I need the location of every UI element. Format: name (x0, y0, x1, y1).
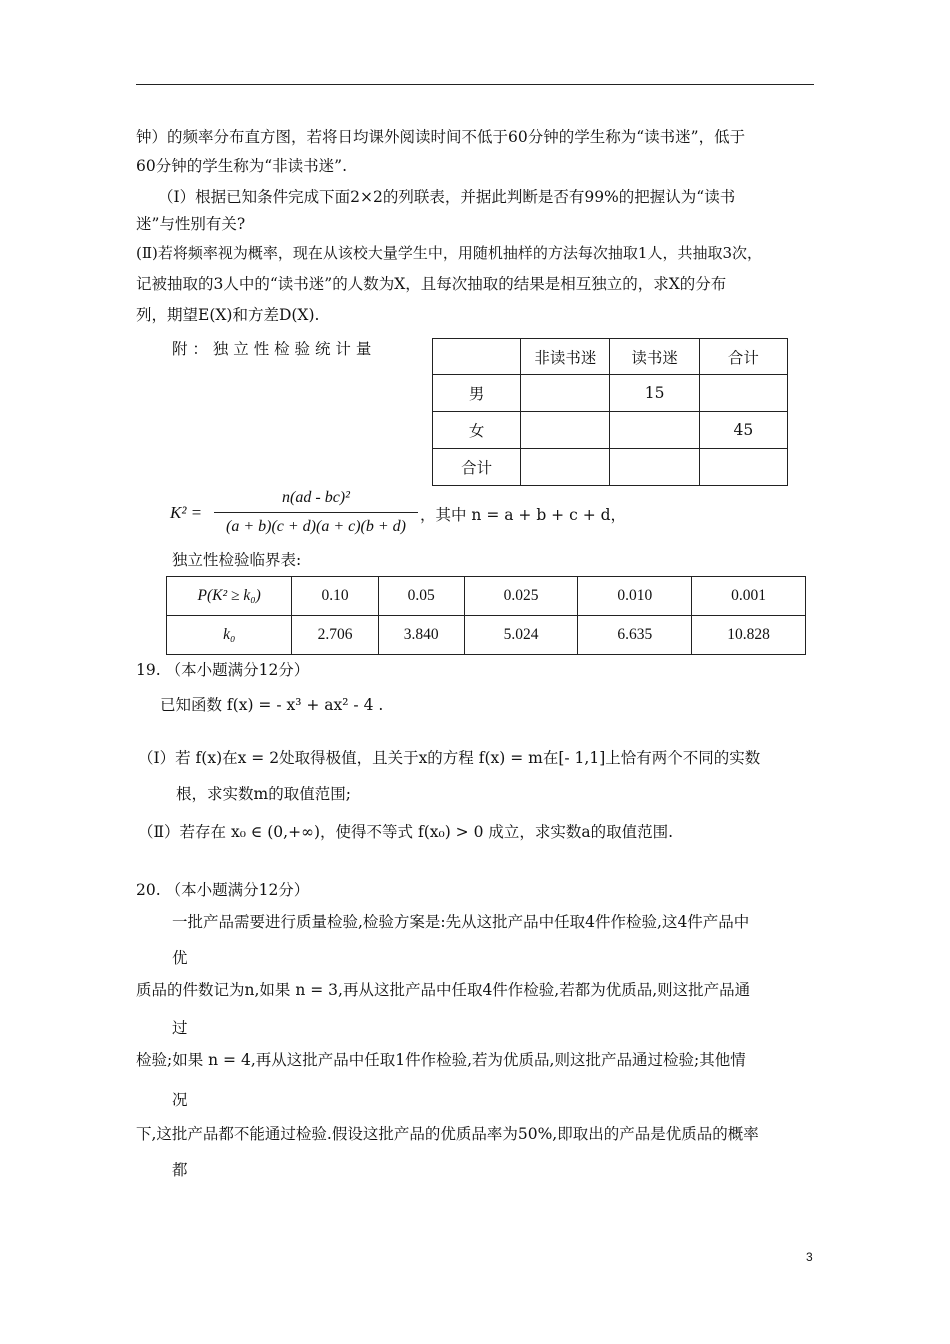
critical-row1-label: P(K² ≥ k₀) (167, 577, 292, 616)
ct-cell (699, 375, 787, 412)
ct-header-total: 合计 (699, 339, 787, 375)
ct-cell (521, 449, 610, 486)
q20-line-1: 一批产品需要进行质量检验,检验方案是:先从这批产品中任取4件作检验,这4件产品中 (172, 913, 750, 931)
fraction-bar (214, 512, 418, 513)
critical-p-value: 0.010 (578, 577, 692, 616)
q19-title: 19. （本小题满分12分） (136, 661, 310, 679)
q19-given: 已知函数 f(x) = - x³ + ax² - 4 . (160, 696, 384, 714)
formula-lhs: K² = (170, 503, 203, 522)
ct-cell (521, 412, 610, 449)
critical-k-value: 2.706 (292, 616, 378, 655)
ct-row-total-label: 合计 (433, 449, 521, 486)
q19-part1-line-a: （Ⅰ）若 f(x)在x = 2处取得极值，且关于x的方程 f(x) = m在[- 1,1]上恰有两个不同的实数 (138, 749, 761, 767)
critical-k-value: 6.635 (578, 616, 692, 655)
q20-line-8: 都 (172, 1161, 188, 1179)
critical-table-title: 独立性检验临界表: (172, 551, 302, 569)
q18-part2-line-b: 记被抽取的3人中的“读书迷”的人数为X，且每次抽取的结果是相互独立的，求X的分布 (136, 275, 727, 293)
ct-cell: 15 (610, 375, 699, 412)
q20-line-7: 下,这批产品都不能通过检验.假设这批产品的优质品率为50%,即取出的产品是优质品的概率 (136, 1125, 759, 1143)
q18-part2-line-c: 列，期望E(X)和方差D(X). (136, 306, 320, 324)
critical-k-value: 3.840 (378, 616, 464, 655)
q18-part1-line-a: （Ⅰ）根据已知条件完成下面2×2的列联表，并据此判断是否有99%的把握认为“读书 (158, 188, 736, 206)
critical-k-value: 10.828 (692, 616, 806, 655)
ct-cell: 45 (699, 412, 787, 449)
ct-header-blank (433, 339, 521, 375)
critical-k-value: 5.024 (464, 616, 578, 655)
critical-p-value: 0.025 (464, 577, 578, 616)
header-rule (136, 84, 814, 85)
ct-cell (610, 412, 699, 449)
q19-part2: （Ⅱ）若存在 x₀ ∈ (0,+∞)，使得不等式 f(x₀) > 0 成立，求实数a的取值范围. (138, 823, 674, 841)
critical-p-value: 0.05 (378, 577, 464, 616)
q20-line-2: 优 (172, 949, 188, 967)
critical-p-value: 0.001 (692, 577, 806, 616)
ct-header-non-reader: 非读书迷 (521, 339, 610, 375)
q18-part1-line-b: 迷”与性别有关? (136, 215, 246, 233)
ct-header-reader: 读书迷 (610, 339, 699, 375)
q19-part1-line-b: 根，求实数m的取值范围; (176, 785, 351, 803)
q18-part2-line-a: (Ⅱ)若将频率视为概率，现在从该校大量学生中，用随机抽样的方法每次抽取1人，共抽取3次， (136, 244, 762, 262)
formula-denominator: (a + b)(c + d)(a + c)(b + d) (225, 518, 406, 535)
formula-where: ，其中 n = a + b + c + d， (420, 506, 627, 524)
q20-title: 20. （本小题满分12分） (136, 881, 310, 899)
intro-line-1: 钟）的频率分布直方图，若将日均课外阅读时间不低于60分钟的学生称为“读书迷”，低于 (136, 128, 746, 146)
contingency-table (432, 338, 788, 486)
page-number: 3 (806, 1250, 813, 1264)
ct-cell (521, 375, 610, 412)
formula-numerator: n(ad - bc)² (282, 489, 350, 506)
appendix-label: 附 ： 独 立 性 检 验 统 计 量 (172, 340, 372, 358)
q20-line-4: 过 (172, 1019, 188, 1037)
q20-line-6: 况 (172, 1091, 188, 1109)
critical-row2-label: k₀ (167, 616, 292, 655)
ct-row-female-label: 女 (433, 412, 521, 449)
ct-cell (699, 449, 787, 486)
q20-line-5: 检验;如果 n = 4,再从这批产品中任取1件作检验,若为优质品,则这批产品通过检验;其他情 (136, 1051, 746, 1069)
critical-value-table (166, 576, 806, 655)
intro-line-2: 60分钟的学生称为“非读书迷”. (136, 157, 347, 175)
critical-p-value: 0.10 (292, 577, 378, 616)
ct-row-male-label: 男 (433, 375, 521, 412)
ct-cell (610, 449, 699, 486)
q20-line-3: 质品的件数记为n,如果 n = 3,再从这批产品中任取4件作检验,若都为优质品,则这批产品通 (136, 981, 751, 999)
